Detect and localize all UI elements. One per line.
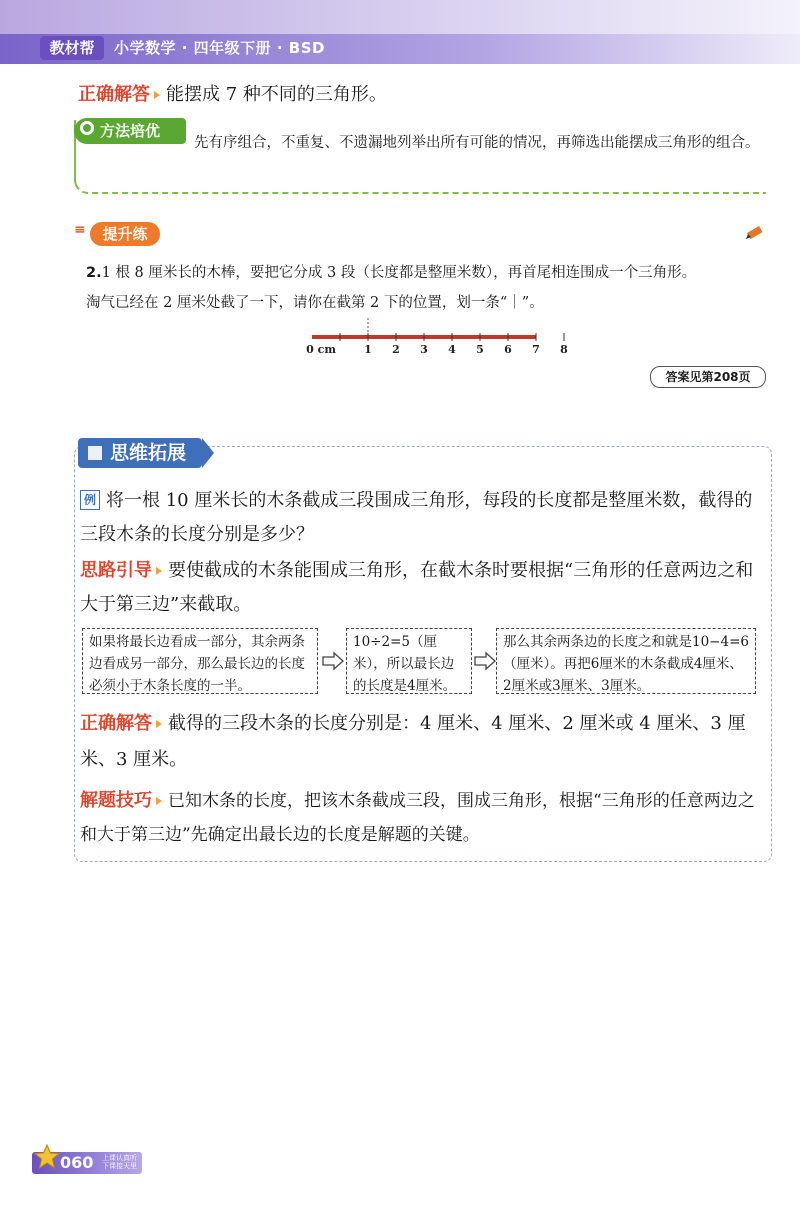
method-text: 先有序组合，不重复、不遗漏地列举出所有可能的情况，再筛选出能摆成三角形的组合。 bbox=[194, 135, 760, 151]
arrow-right-icon bbox=[474, 652, 496, 670]
practice-tab: 提升练 bbox=[90, 222, 160, 246]
example-text bbox=[80, 484, 760, 552]
tip-body: 已知木条的长度，把该木条截成三段，围成三角形，根据“三角形的任意两边之和大于第三边”先确定出最长边的长度是解题的关键。 bbox=[80, 791, 755, 845]
flow-box-2: 10÷2=5（厘米），所以最长边的长度是4厘米。 bbox=[346, 628, 472, 694]
question-line-1: 1 根 8 厘米长的木棒，要把它分成 3 段（长度都是整厘米数），再首尾相连围成一个三角形。 bbox=[101, 265, 697, 281]
pencil-icon bbox=[744, 226, 766, 240]
answer-body: 截得的三段木条的长度分别是：4 厘米、4 厘米、2 厘米或 4 厘米、3 厘米、3 厘米。 bbox=[80, 713, 746, 770]
ruler-tick-label: 6 bbox=[504, 343, 512, 356]
practice-question bbox=[86, 258, 776, 318]
tip-paragraph bbox=[80, 784, 764, 852]
book-icon bbox=[88, 446, 102, 460]
example-body: 将一根 10 厘米长的木条截成三段围成三角形，每段的长度都是整厘米数，截得的三段木条的长度分别是多少？ bbox=[80, 490, 753, 545]
triangle-marker-icon bbox=[156, 720, 162, 728]
example-mark: 例 bbox=[80, 490, 100, 510]
answer-line bbox=[78, 80, 387, 106]
question-line-2: 淘气已经在 2 厘米处截了一下，请你在截第 2 下的位置，划一条“｜”。 bbox=[86, 295, 544, 311]
hint-paragraph bbox=[80, 554, 760, 622]
triangle-marker-icon bbox=[156, 797, 162, 805]
answer-reference: 答案见第208页 bbox=[650, 366, 766, 388]
book-title: 小学数学 · 四年级下册 · BSD bbox=[114, 39, 325, 57]
flow-box-1: 如果将最长边看成一部分，其余两条边看成另一部分，那么最长边的长度必须小于木条长度的一半。 bbox=[82, 628, 318, 694]
triangle-marker-icon bbox=[154, 91, 160, 99]
slogan-line-1: 上课认真听 bbox=[102, 1154, 137, 1162]
triangle-marker-icon bbox=[156, 567, 162, 575]
arrow-right-icon bbox=[322, 652, 344, 670]
extension-tab bbox=[78, 438, 202, 468]
star-icon bbox=[34, 1144, 60, 1170]
footer-slogan bbox=[102, 1154, 137, 1170]
answer-text: 能摆成 7 种不同的三角形。 bbox=[166, 84, 387, 105]
answer-label: 正确解答 bbox=[80, 713, 152, 734]
hint-label: 思路引导 bbox=[80, 560, 152, 581]
answer-label: 正确解答 bbox=[78, 84, 150, 105]
extension-tab-label: 思维拓展 bbox=[110, 442, 187, 464]
list-icon: ≡ bbox=[74, 222, 86, 238]
ruler-tick-label: 1 bbox=[364, 343, 372, 356]
ruler-tick-label: 5 bbox=[476, 343, 484, 356]
hint-body: 要使截成的木条能围成三角形，在截木条时要根据“三角形的任意两边之和大于第三边”来截取。 bbox=[80, 560, 754, 615]
question-number: 2. bbox=[86, 265, 102, 281]
flow-box-3: 那么其余两条边的长度之和就是10−4=6（厘米）。再把6厘米的木条截成4厘米、2厘米或3厘米、3厘米。 bbox=[496, 628, 756, 694]
ruler-labels bbox=[306, 343, 568, 356]
page-number: 060 bbox=[60, 1153, 94, 1172]
slogan-line-2: 下课接天里 bbox=[102, 1162, 137, 1170]
answer-paragraph bbox=[80, 706, 764, 778]
ruler-tick-label: 2 bbox=[392, 343, 400, 356]
page-footer bbox=[32, 1148, 142, 1174]
ruler-tick-label: 7 bbox=[532, 343, 540, 356]
tip-label: 解题技巧 bbox=[80, 790, 152, 811]
method-tab-label: 方法培优 bbox=[100, 122, 161, 140]
ruler-diagram bbox=[300, 316, 568, 358]
ruler-tick-label: 0 cm bbox=[306, 343, 336, 356]
brand-logo: 教材帮 bbox=[40, 36, 104, 60]
ruler-tick-label: 8 bbox=[560, 343, 568, 356]
page-header bbox=[0, 0, 800, 64]
ruler-tick-label: 4 bbox=[448, 343, 456, 356]
ruler-tick-label: 3 bbox=[420, 343, 428, 356]
